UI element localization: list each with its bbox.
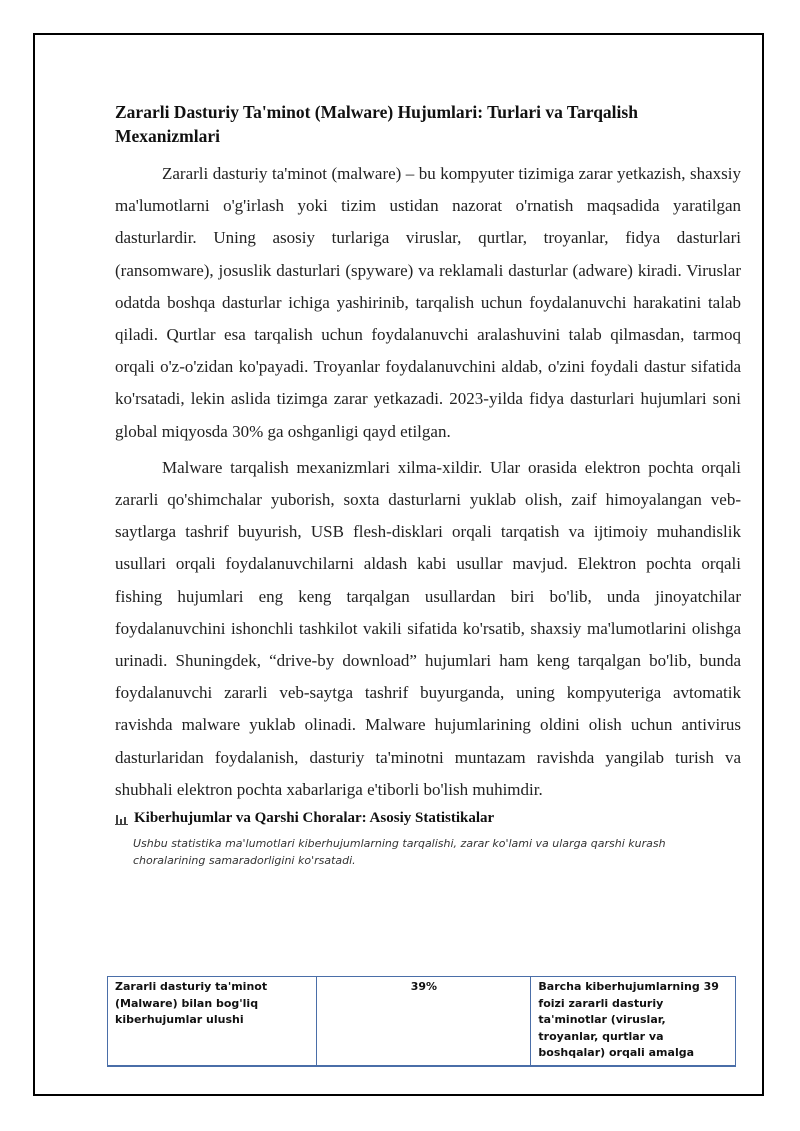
stat-label: Zararli dasturiy ta'minot (Malware) bilan bog'liq kiberhujumlar ulushi — [108, 977, 317, 1066]
stat-value: 39% — [317, 977, 531, 1066]
stats-heading — [115, 810, 741, 827]
paragraph-1: Zararli dasturiy ta'minot (malware) – bu kompyuter tizimiga zarar yetkazish, shaxsiy ma'lumotlarni o'g'irlash yoki tizim ustidan nazorat o'rnatish maqsadida yaratilgan dasturlardir. Uning asosiy turlariga viruslar, qurtlar, troyanlar, fidya dasturlari (ransomware), josuslik dasturlari (spyware) va reklamali dasturlar (adware) kiradi. Viruslar odatda boshqa dasturlar ichiga yashirinib, tarqalish uchun foydalanuvchi harakatini talab qiladi. Qurtlar esa tarqalish uchun foydalanuvchi aralashuvini talab qilmasdan, tarmoq orqali o'z-o'zidan ko'payadi. Troyanlar foydalanuvchini aldab, o'zini foydali dastur sifatida ko'rsatadi, lekin aslida tizimga zarar yetkazadi. 2023-yilda fidya dasturlari hujumlari soni global miqyosda 30% ga oshganligi qayd etilgan. — [115, 164, 741, 441]
stats-table — [107, 976, 736, 1067]
table-row — [108, 977, 736, 1066]
stat-note: Barcha kiberhujumlarning 39 foizi zararli dasturiy ta'minotlar (viruslar, troyanlar, qurtlar va boshqalar) orqali amalga — [531, 977, 736, 1066]
document-title: Zararli Dasturiy Ta'minot (Malware) Hujumlari: Turlari va Tarqalish Mexanizmlari — [115, 102, 638, 146]
bar-chart-icon — [115, 813, 128, 825]
paragraph-2: Malware tarqalish mexanizmlari xilma-xildir. Ular orasida elektron pochta orqali zararli qo'shimchalar yuborish, soxta dasturlarni yuklab olish, zaif himoyalangan veb-saytlarga tashrif buyurish, USB flesh-disklari orqali tarqatish va ijtimoiy muhandislik usullari orqali foydalanuvchilarni aldash kabi usullar mavjud. Elektron pochta orqali fishing hujumlari eng keng tarqalgan usullardan biri bo'lib, unda jinoyatchilar foydalanuvchini ishonchli tashkilot vakili sifatida ko'rsatib, shaxsiy ma'lumotlarini olishga urinadi. Shuningdek, “drive-by download” hujumlari ham keng tarqalgan bo'lib, bunda foydalanuvchi zararli veb-saytga tashrif buyurganda, uning kompyuteriga avtomatik ravishda malware yuklab olinadi. Malware hujumlarining oldini olish uchun antivirus dasturlaridan foydalanish, dasturiy ta'minotni muntazam ravishda yangilab turish va shubhali elektron pochta xabarlariga e'tiborli bo'lish muhimdir. — [115, 457, 741, 799]
stats-description: Ushbu statistika ma'lumotlari kiberhujumlarning tarqalishi, zarar ko'lami va ularga qarshi kurash choralarining samaradorligini ko'rsatadi. — [133, 837, 666, 868]
stats-heading-text: Kiberhujumlar va Qarshi Choralar: Asosiy Statistikalar — [134, 810, 495, 827]
document-body — [115, 100, 741, 873]
